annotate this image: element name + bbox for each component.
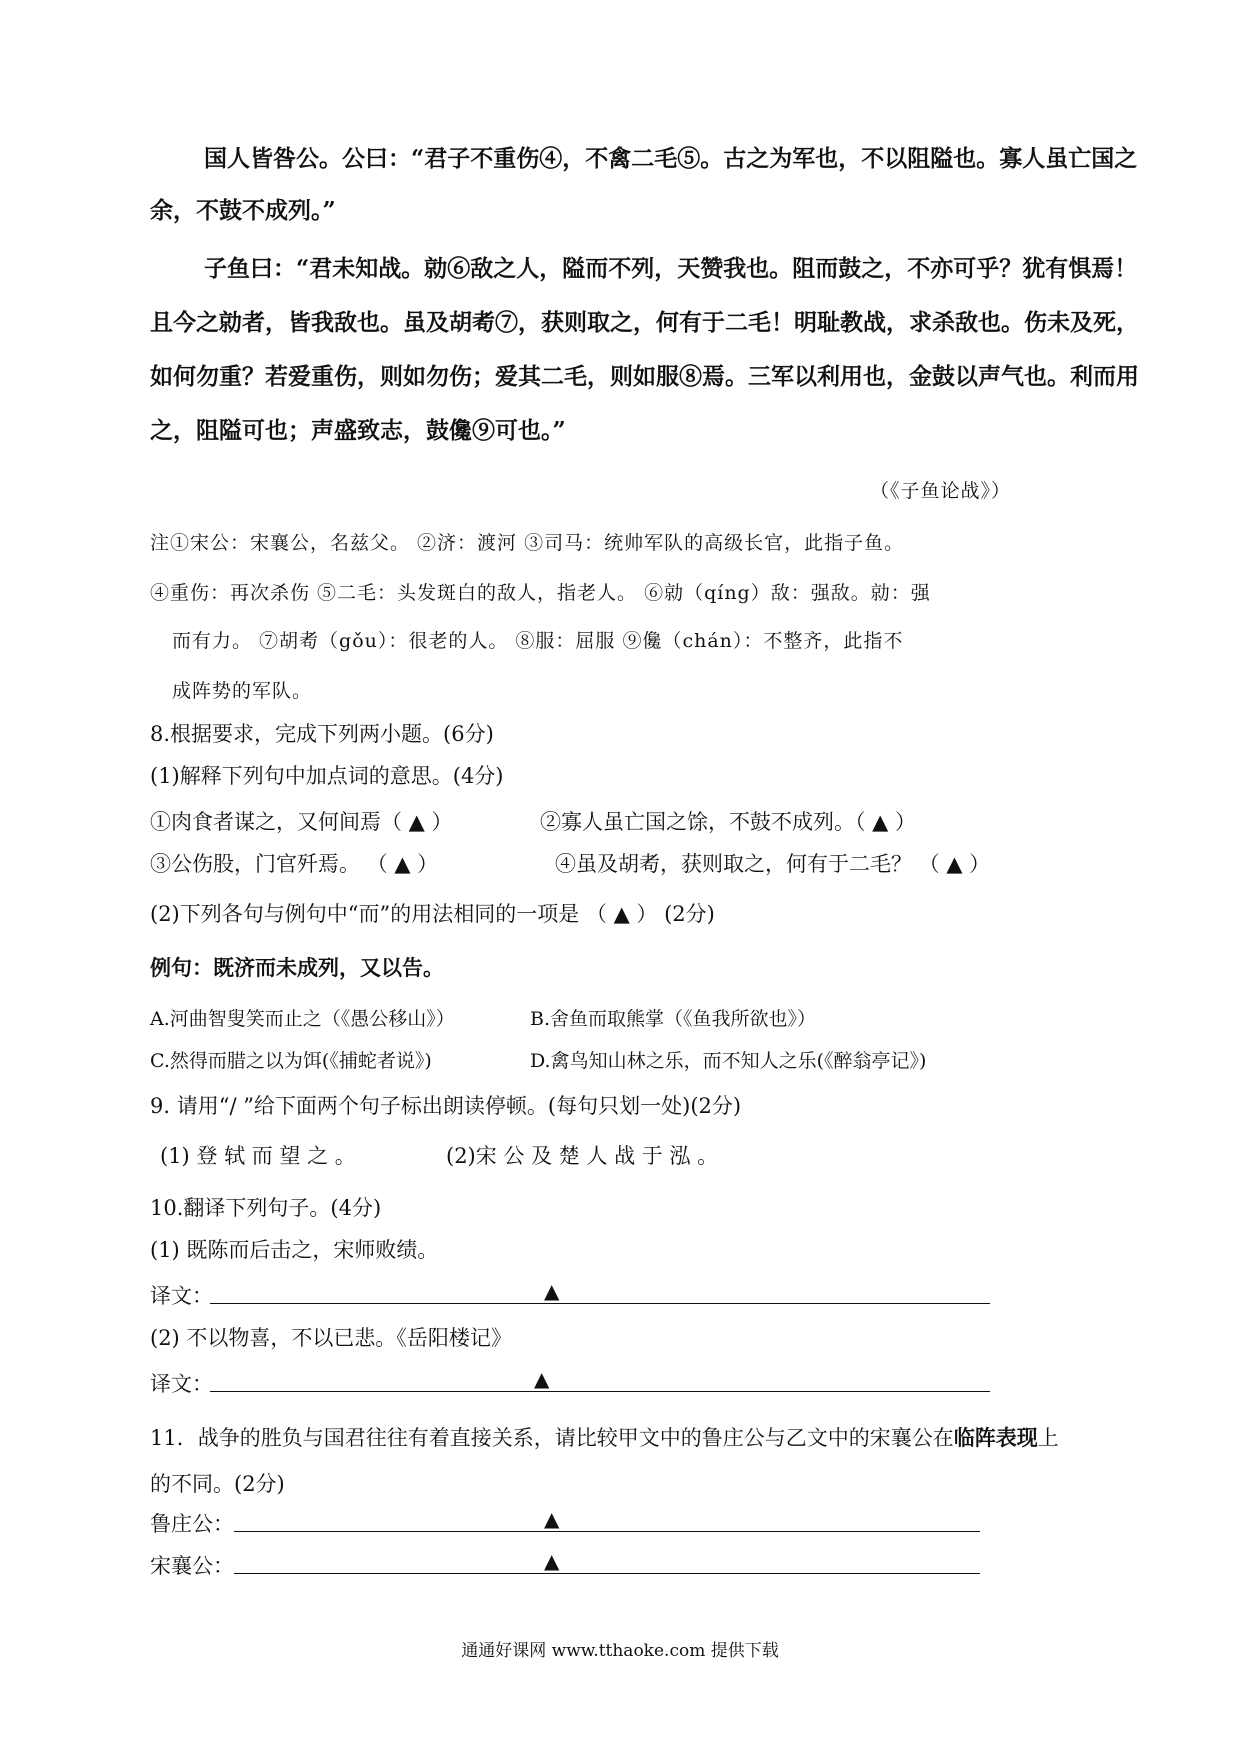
answer-mark: ▲ (544, 1549, 560, 1573)
option-c: C.然得而腊之以为饵(《捕蛇者说》) (150, 1050, 432, 1072)
question-9-sentence-2: (2)宋 公 及 楚 人 战 于 泓 。 (446, 1144, 719, 1168)
question-8-sub2: (2)下列各句与例句中“而”的用法相同的一项是 （ ▲ ） (2分) (150, 902, 715, 926)
question-11-title-emphasis: 临阵表现 (953, 1425, 1038, 1450)
question-11-title-pre: 11．战争的胜负与国君往往有着直接关系，请比较甲文中的鲁庄公与乙文中的宋襄公在 (150, 1426, 954, 1450)
passage-line: 之，阻隘可也；声盛致志，鼓儳⑨可也。” (150, 417, 566, 444)
answer-label: 鲁庄公： (150, 1512, 234, 1536)
question-8-title: 8.根据要求，完成下列两小题。(6分) (150, 722, 494, 746)
note-line: 而有力。 ⑦胡耇（gǒu）：很老的人。 ⑧服：屈服 ⑨儳（chán）：不整齐，此指不 (172, 630, 904, 652)
question-11-title-post: 上 (1037, 1426, 1059, 1450)
question-8-item-4: ④虽及胡耇，获则取之，何有于二毛？ （ ▲ ） (555, 852, 991, 876)
answer-line-11-2[interactable] (234, 1573, 980, 1574)
passage-line: 子鱼曰：“君未知战。勍⑥敌之人，隘而不列，天赞我也。阻而鼓之，不亦可乎？犹有惧焉！ (204, 255, 1138, 282)
question-9-title: 9. 请用“/ ”给下面两个句子标出朗读停顿。(每句只划一处)(2分) (150, 1094, 742, 1118)
answer-mark: ▲ (544, 1279, 560, 1303)
question-11-title-line-2: 的不同。(2分) (150, 1472, 285, 1496)
answer-line-11-1[interactable] (234, 1531, 980, 1532)
answer-line-10-1[interactable] (210, 1303, 990, 1304)
answer-label: 译文： (150, 1372, 213, 1396)
answer-mark: ▲ (544, 1507, 560, 1531)
option-d: D.禽鸟知山林之乐，而不知人之乐(《醉翁亭记》) (530, 1050, 927, 1072)
answer-label: 译文： (150, 1284, 213, 1308)
passage-line: 余，不鼓不成列。” (150, 197, 336, 224)
answer-label: 宋襄公： (150, 1554, 234, 1578)
answer-mark: ▲ (534, 1367, 550, 1391)
answer-line-10-2[interactable] (210, 1391, 990, 1392)
note-line: ④重伤：再次杀伤 ⑤二毛：头发斑白的敌人，指老人。 ⑥勍（qíng）敌：强敌。勍：强 (150, 582, 931, 604)
question-9-sentence-1: (1) 登 轼 而 望 之 。 (160, 1144, 356, 1168)
passage-line: 国人皆咎公。公曰：“君子不重伤④，不禽二毛⑤。古之为军也，不以阻隘也。寡人虽亡国之 (204, 145, 1138, 172)
passage-line: 如何勿重？若爱重伤，则如勿伤；爱其二毛，则如服⑧焉。三军以利用也，金鼓以声气也。利而用 (150, 363, 1139, 390)
passage-source: （《子鱼论战》） (870, 480, 1012, 502)
page-footer: 通通好课网 www.tthaoke.com 提供下载 (461, 1641, 779, 1661)
question-11-title (150, 1422, 1059, 1452)
passage-line: 且今之勍者，皆我敌也。虽及胡耇⑦，获则取之，何有于二毛！明耻教战，求杀敌也。伤未及死， (150, 309, 1139, 336)
question-8-item-2: ②寡人虽亡国之馀，不鼓不成列。（ ▲ ） (540, 810, 916, 834)
question-8-example: 例句：既济而未成列，又以告。 (150, 955, 444, 980)
question-10-sentence-1: (1) 既陈而后击之，宋师败绩。 (150, 1238, 439, 1262)
question-10-title: 10.翻译下列句子。(4分) (150, 1196, 382, 1220)
question-8-sub1: (1)解释下列句中加点词的意思。(4分) (150, 764, 504, 788)
option-a: A.河曲智叟笑而止之（《愚公移山》） (150, 1008, 455, 1030)
question-8-item-1: ①肉食者谋之，又何间焉（ ▲ ） (150, 810, 453, 834)
note-line: 注①宋公：宋襄公，名兹父。 ②济：渡河 ③司马：统帅军队的高级长官，此指子鱼。 (150, 532, 905, 554)
question-10-sentence-2: (2) 不以物喜，不以已悲。《岳阳楼记》 (150, 1326, 512, 1350)
note-line: 成阵势的军队。 (172, 680, 313, 702)
question-8-item-3: ③公伤股，门官歼焉。 （ ▲ ） (150, 852, 439, 876)
option-b: B.舍鱼而取熊掌（《鱼我所欲也》） (530, 1008, 817, 1030)
